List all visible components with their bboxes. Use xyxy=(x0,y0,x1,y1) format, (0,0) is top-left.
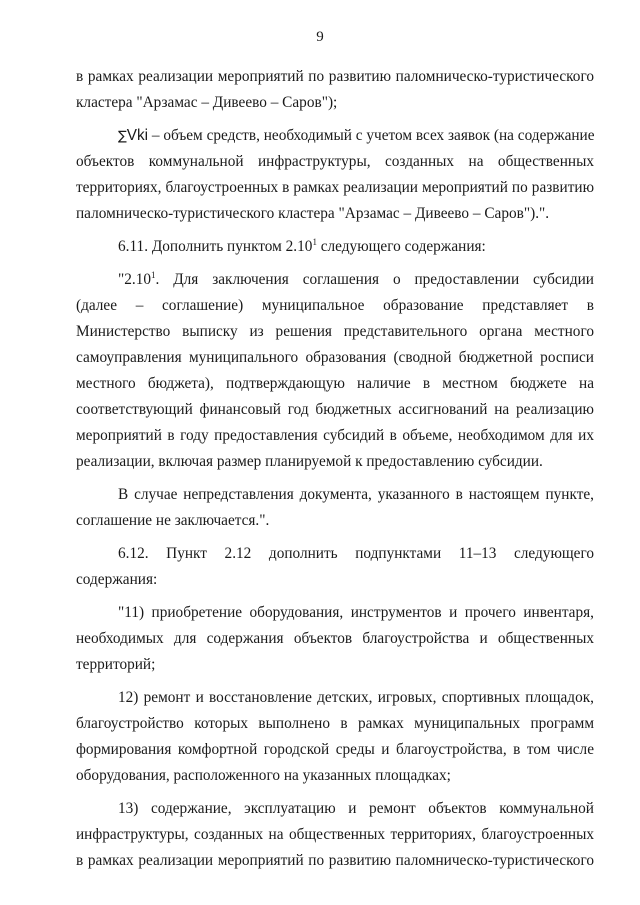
text-fragment: – объем средств, необходимый с учетом всех заявок (на содержание xyxy=(148,127,595,144)
text-line: инфраструктуры, созданных на общественных территориях, благоустроенных xyxy=(76,826,594,843)
text-line: реализации, включая размер планируемой к предоставлению субсидии. xyxy=(76,453,543,470)
paragraph-subitem-11 xyxy=(76,600,594,678)
text-line: необходимых для содержания объектов благоустройства и общественных xyxy=(76,630,594,647)
text-line: объектов коммунальной инфраструктуры, созданных на общественных xyxy=(76,153,594,170)
page-number: 9 xyxy=(316,29,324,45)
paragraph-subitem-12 xyxy=(76,685,594,789)
text-line: соглашение не заключается.". xyxy=(76,512,270,529)
sigma-symbol: ∑ xyxy=(118,129,127,144)
text-line: территориях, благоустроенных в рамках реализации мероприятий по развитию xyxy=(76,179,594,196)
text-line xyxy=(76,234,594,260)
text-line: кластера "Арзамас – Дивеево – Саров"); xyxy=(76,94,338,111)
document-body xyxy=(76,64,594,874)
paragraph-subitem-13 xyxy=(76,796,594,874)
text-line: соответствующий финансовый год бюджетных ассигнований на реализацию xyxy=(76,401,594,418)
text-line: 12) ремонт и восстановление детских, игровых, спортивных площадок, xyxy=(118,689,594,706)
text-line: паломническо-туристического кластера "Арзамас – Дивеево – Саров").". xyxy=(76,205,550,222)
text-line: территорий; xyxy=(76,656,156,673)
text-line: формирования комфортной городской среды и благоустройства, в том числе xyxy=(76,741,594,758)
text-line: 13) содержание, эксплуатацию и ремонт объектов коммунальной xyxy=(118,800,594,817)
text-line: (далее – соглашение) муниципальное образование представляет в xyxy=(76,297,594,314)
formula-variable: Vki xyxy=(126,127,149,144)
text-line: 6.12. Пункт 2.12 дополнить подпунктами 11–13 следующего xyxy=(118,545,594,562)
text-line: в рамках реализации мероприятий по развитию паломническо-туристического xyxy=(76,68,594,85)
text-line xyxy=(76,267,594,293)
paragraph-sum-definition xyxy=(76,123,594,227)
paragraph-item-6-12 xyxy=(76,541,594,593)
paragraph-continuation xyxy=(76,64,594,116)
text-line: в рамках реализации мероприятий по развитию паломническо-туристического xyxy=(76,852,594,869)
text-fragment: . Для заключения соглашения о предоставлении субсидии xyxy=(155,271,594,288)
text-fragment: "2.10 xyxy=(118,271,152,288)
text-line: мероприятий в году предоставления субсидий в объеме, необходимом для их xyxy=(76,427,594,444)
text-line: содержания: xyxy=(76,571,158,588)
superscript: 1 xyxy=(312,237,317,247)
paragraph-clause-2-10-1 xyxy=(76,267,594,475)
text-line: Министерство выписку из решения представительного органа местного xyxy=(76,323,594,340)
text-line: самоуправления муниципального образования (сводной бюджетной росписи xyxy=(76,349,594,366)
text-fragment: 6.11. Дополнить пунктом 2.10 xyxy=(118,238,313,255)
text-line: благоустройство которых выполнено в рамках муниципальных программ xyxy=(76,715,594,732)
superscript: 1 xyxy=(151,270,156,280)
text-fragment: следующего содержания: xyxy=(316,238,486,255)
text-line: В случае непредставления документа, указанного в настоящем пункте, xyxy=(118,486,594,503)
paragraph-item-6-11 xyxy=(76,234,594,260)
text-line: оборудования, расположенного на указанных площадках; xyxy=(76,767,451,784)
text-line: местного бюджета), подтверждающую наличие в местном бюджете на xyxy=(76,375,594,392)
paragraph-non-submission xyxy=(76,482,594,534)
text-line: "11) приобретение оборудования, инструментов и прочего инвентаря, xyxy=(118,604,594,621)
text-line xyxy=(76,123,594,149)
